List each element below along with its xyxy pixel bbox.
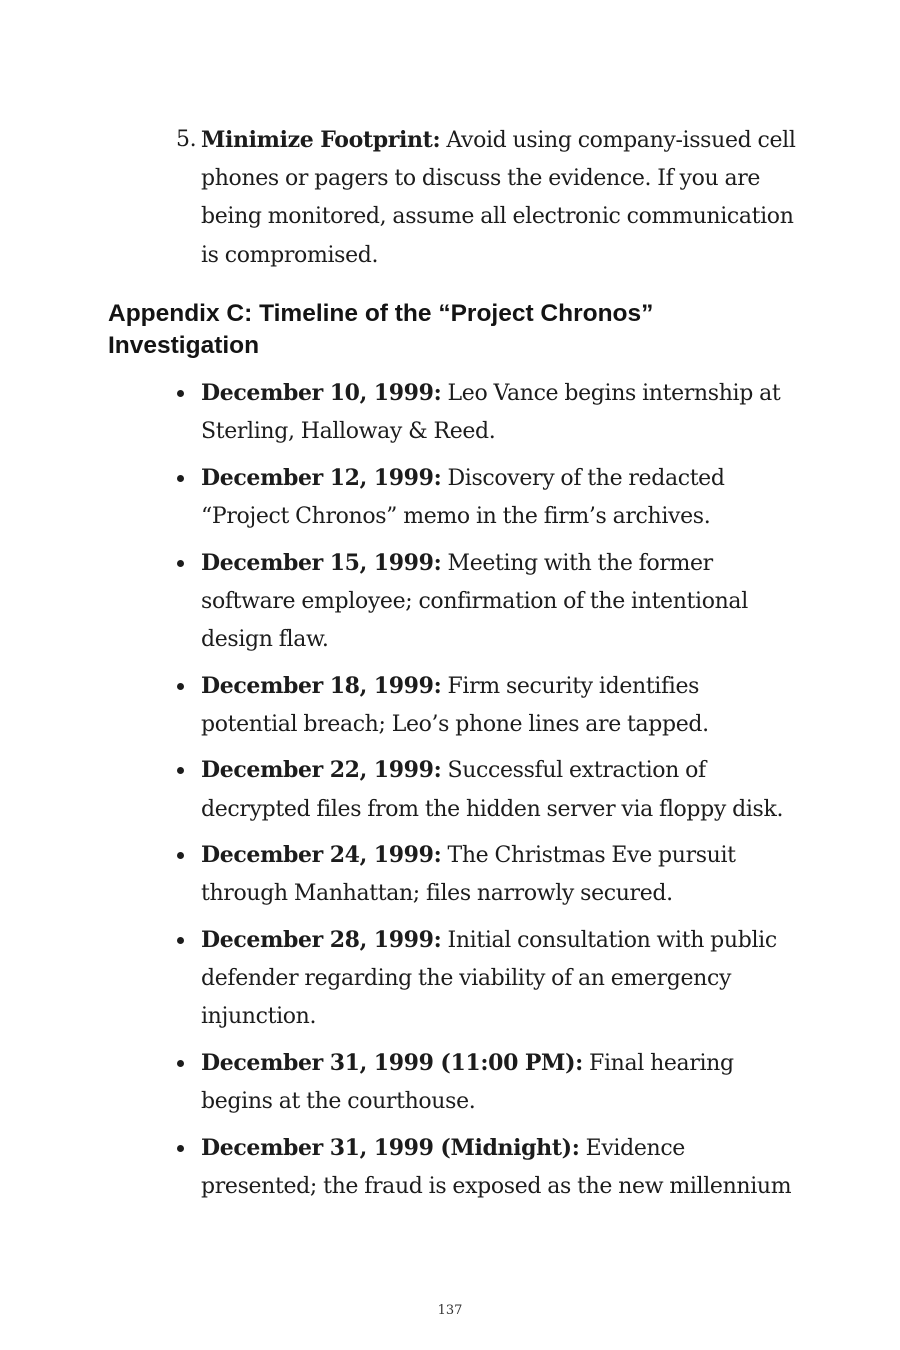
bullet-icon — [177, 560, 184, 567]
numbered-list — [176, 121, 796, 275]
timeline-item — [176, 667, 796, 744]
item-text: Avoid using company-issued cell phones or pagers to discuss the evidence. If you are being monitored, assume all electronic communication is compromised. — [201, 128, 796, 268]
timeline-item — [176, 921, 796, 1037]
timeline-text: Discovery of the redacted “Project Chronos” memo in the firm’s archives. — [201, 465, 725, 529]
bullet-icon — [177, 390, 184, 397]
bullet-icon — [177, 683, 184, 690]
appendix-heading: Appendix C: Timeline of the “Project Chronos” Investigation — [108, 300, 654, 359]
timeline-date: December 10, 1999: — [201, 380, 442, 406]
timeline-item — [176, 544, 796, 660]
numbered-item-minimize-footprint — [176, 121, 796, 275]
timeline-text: Successful extraction of decrypted files from the hidden server via floppy disk. — [201, 758, 784, 822]
timeline-date: December 18, 1999: — [201, 672, 442, 699]
item-title: Minimize Footprint: — [201, 127, 441, 153]
timeline-date: December 15, 1999: — [201, 549, 442, 576]
timeline-text: Meeting with the former software employee; confirmation of the intentional design flaw. — [201, 550, 748, 652]
timeline-item — [176, 374, 796, 451]
bullet-icon — [177, 1060, 184, 1067]
page-number: 137 — [437, 1303, 463, 1318]
timeline-list — [176, 374, 796, 1214]
timeline-item — [176, 836, 796, 913]
bullet-icon — [177, 1145, 184, 1152]
bullet-icon — [177, 475, 184, 482]
timeline-date: December 12, 1999: — [201, 464, 442, 491]
timeline-date: December 31, 1999 (Midnight): — [201, 1134, 580, 1161]
timeline-text: Evidence presented; the fraud is exposed as the new millennium — [201, 1135, 792, 1199]
timeline-date: December 31, 1999 (11:00 PM): — [201, 1049, 583, 1076]
timeline-date: December 22, 1999: — [201, 757, 442, 784]
timeline-item — [176, 1044, 796, 1121]
timeline-item — [176, 459, 796, 536]
bullet-icon — [177, 937, 184, 944]
timeline-item — [176, 1129, 796, 1206]
timeline-text: Final hearing begins at the courthouse. — [201, 1050, 734, 1115]
timeline-text: Leo Vance begins internship at Sterling, Halloway & Reed. — [201, 381, 781, 445]
timeline-date: December 24, 1999: — [201, 842, 442, 869]
timeline-text: Initial consultation with public defender regarding the viability of an emergency injunction. — [201, 927, 777, 1030]
bullet-icon — [177, 852, 184, 859]
timeline-text: Firm security identifies potential breach; Leo’s phone lines are tapped. — [201, 673, 709, 737]
timeline-text: The Christmas Eve pursuit through Manhattan; files narrowly secured. — [201, 843, 736, 907]
timeline-date: December 28, 1999: — [201, 926, 442, 953]
timeline-item — [176, 751, 796, 828]
bullet-icon — [177, 767, 184, 774]
list-number: 5. — [176, 127, 197, 152]
